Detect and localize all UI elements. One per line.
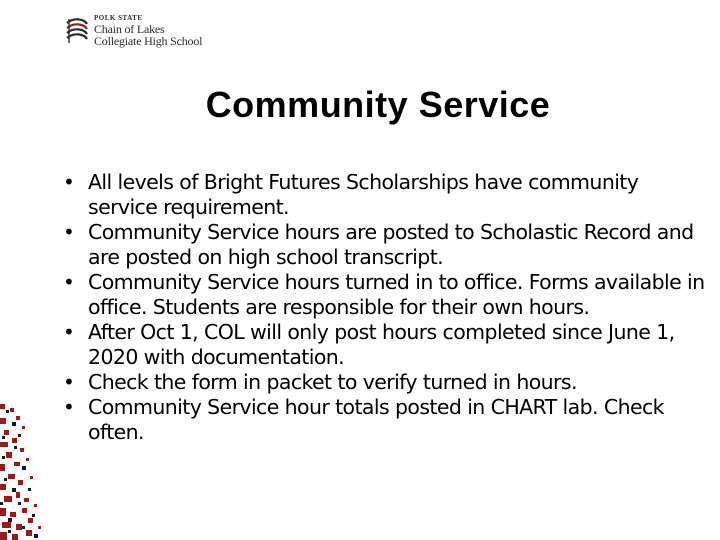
bullet-icon: • [63, 220, 75, 244]
polk-state-emblem-icon [64, 15, 90, 47]
logo-chain-of-lakes: Chain of Lakes [94, 22, 165, 36]
bullet-text: Community Service hours turned in to office. Forms available in office. Students are responsible for their own hours. [88, 270, 705, 319]
bullet-icon: • [63, 320, 75, 344]
bullet-icon: • [63, 395, 75, 419]
bullet-item [60, 395, 710, 445]
logo-collegiate-high-school: Collegiate High School [94, 34, 203, 48]
bullet-icon: • [63, 170, 75, 194]
bullet-item [60, 320, 710, 370]
bullet-list [60, 170, 710, 445]
bullet-item [60, 220, 710, 270]
slide-title: Community Service [205, 84, 551, 125]
bullet-item [60, 270, 710, 320]
bullet-icon: • [63, 370, 75, 394]
logo-text [94, 15, 202, 47]
bullet-text: Community Service hours are posted to Scholastic Record and are posted on high school transcript. [88, 220, 694, 269]
logo-polk-state: POLK STATE [94, 14, 143, 22]
bullet-text: After Oct 1, COL will only post hours completed since June 1, 2020 with documentation. [88, 320, 675, 369]
bullet-text: Community Service hour totals posted in CHART lab. Check often. [88, 395, 664, 444]
bullet-icon: • [63, 270, 75, 294]
bullet-text: Check the form in packet to verify turned in hours. [88, 370, 577, 394]
school-logo [64, 14, 202, 48]
decorative-pixel-pattern [0, 400, 46, 540]
bullet-item [60, 170, 710, 220]
bullet-text: All levels of Bright Futures Scholarships have community service requirement. [88, 170, 639, 219]
bullet-item [60, 370, 710, 395]
